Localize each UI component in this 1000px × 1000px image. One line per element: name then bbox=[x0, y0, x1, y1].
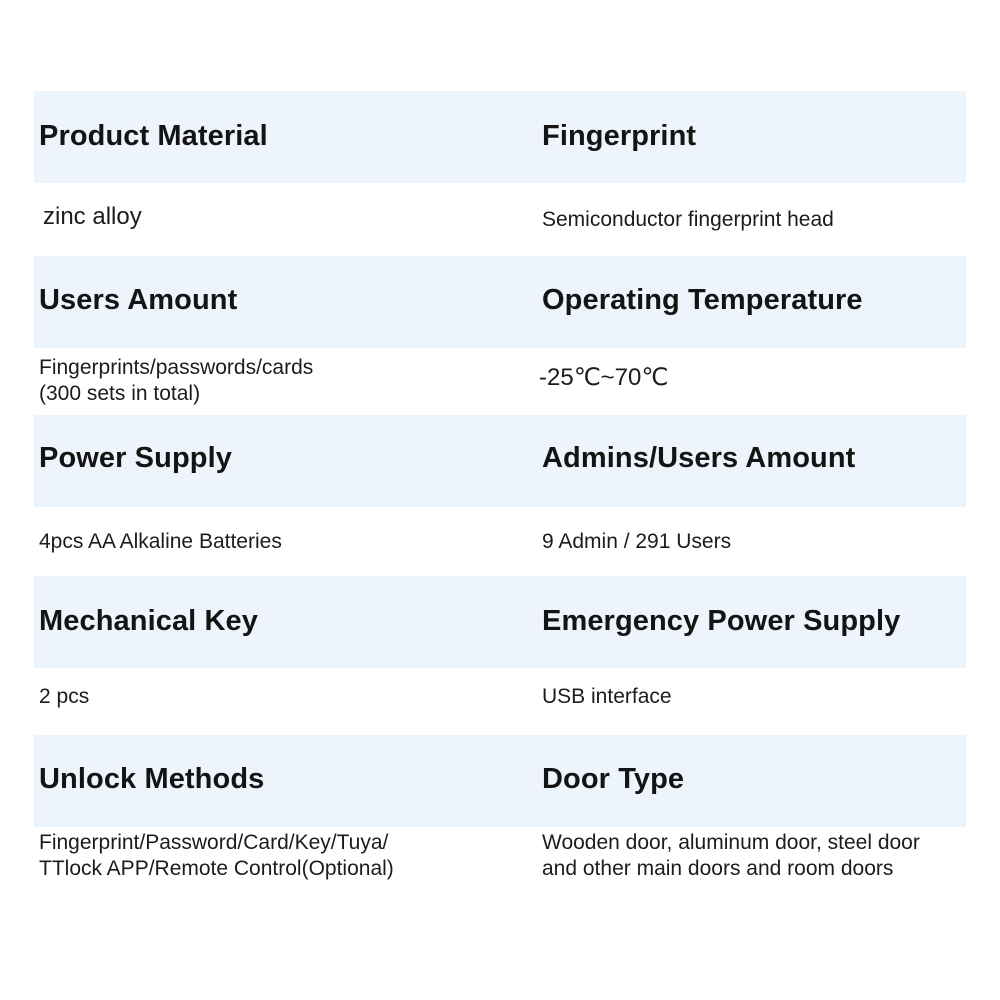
spec-label: Fingerprint bbox=[542, 120, 697, 152]
spec-label: Mechanical Key bbox=[39, 605, 258, 637]
spec-value bbox=[542, 207, 834, 233]
spec-value bbox=[542, 684, 672, 710]
spec-value bbox=[542, 830, 920, 882]
spec-value bbox=[542, 529, 731, 555]
spec-value-line: (300 sets in total) bbox=[39, 382, 201, 405]
spec-value bbox=[39, 684, 89, 710]
spec-value-line: Wooden door, aluminum door, steel door bbox=[542, 831, 920, 854]
spec-value bbox=[39, 830, 394, 882]
spec-value-line: 4pcs AA Alkaline Batteries bbox=[39, 530, 282, 553]
spec-value-line: 2 pcs bbox=[39, 685, 90, 708]
spec-value-line: and other main doors and room doors bbox=[542, 857, 894, 880]
spec-value bbox=[39, 529, 282, 555]
spec-value-line: zinc alloy bbox=[43, 203, 142, 230]
spec-value-line: Fingerprints/passwords/cards bbox=[39, 356, 314, 379]
spec-value-line: Semiconductor fingerprint head bbox=[542, 208, 834, 231]
spec-value-line: 9 Admin / 291 Users bbox=[542, 530, 732, 553]
spec-value-line: Fingerprint/Password/Card/Key/Tuya/ bbox=[39, 831, 389, 854]
spec-label: Door Type bbox=[542, 763, 685, 795]
spec-value-line: TTlock APP/Remote Control(Optional) bbox=[39, 857, 394, 880]
spec-label: Admins/Users Amount bbox=[542, 442, 856, 474]
spec-value bbox=[43, 204, 142, 230]
spec-value-line: -25℃~70℃ bbox=[539, 364, 669, 391]
spec-label: Users Amount bbox=[39, 284, 238, 316]
spec-value bbox=[539, 365, 668, 391]
spec-label: Unlock Methods bbox=[39, 763, 265, 795]
spec-value bbox=[39, 355, 313, 407]
spec-label: Operating Temperature bbox=[542, 284, 863, 316]
spec-label: Emergency Power Supply bbox=[542, 605, 901, 637]
spec-label: Product Material bbox=[39, 120, 268, 152]
spec-value-line: USB interface bbox=[542, 685, 672, 708]
spec-label: Power Supply bbox=[39, 442, 232, 474]
